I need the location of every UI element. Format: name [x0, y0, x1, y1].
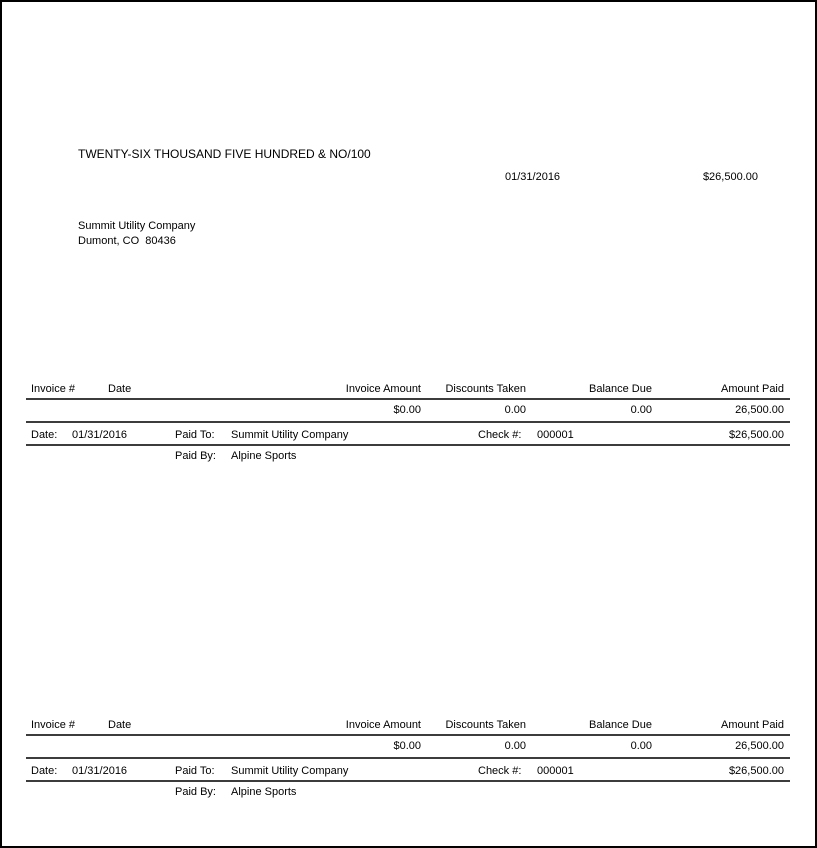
- date-label: Date:: [31, 429, 58, 441]
- payee-name: Summit Utility Company: [78, 220, 196, 232]
- column-header-discounts-taken: Discounts Taken: [445, 719, 526, 731]
- divider-line: [26, 421, 790, 423]
- paid-by-label: Paid By:: [175, 786, 216, 798]
- date-value: 01/31/2016: [72, 765, 128, 777]
- total-amount-paid: 26,500.00: [735, 404, 784, 416]
- date-label: Date:: [31, 765, 58, 777]
- divider-line: [26, 398, 790, 400]
- total-balance-due: 0.00: [630, 404, 652, 416]
- paid-to-value: Summit Utility Company: [231, 429, 349, 441]
- divider-line: [26, 757, 790, 759]
- paid-to-label: Paid To:: [175, 765, 215, 777]
- total-invoice-amount: $0.00: [393, 740, 421, 752]
- check-amount: $26,500.00: [702, 171, 758, 183]
- column-header-date: Date: [108, 719, 132, 731]
- check-number-label: Check #:: [478, 429, 522, 441]
- total-invoice-amount: $0.00: [393, 404, 421, 416]
- amount-in-words: TWENTY-SIX THOUSAND FIVE HUNDRED & NO/100: [78, 147, 371, 161]
- check-stub-top: [2, 380, 815, 470]
- check-number-value: 000001: [537, 429, 574, 441]
- column-header-discounts-taken: Discounts Taken: [445, 383, 526, 395]
- column-header-balance-due: Balance Due: [589, 719, 652, 731]
- paid-by-value: Alpine Sports: [231, 450, 297, 462]
- total-discounts-taken: 0.00: [504, 740, 526, 752]
- column-header-invoice-number: Invoice #: [31, 383, 76, 395]
- paid-to-label: Paid To:: [175, 429, 215, 441]
- total-balance-due: 0.00: [630, 740, 652, 752]
- divider-line: [26, 734, 790, 736]
- check-amount-value: $26,500.00: [728, 765, 784, 777]
- column-header-invoice-amount: Invoice Amount: [345, 719, 421, 731]
- column-header-date: Date: [108, 383, 132, 395]
- column-header-amount-paid: Amount Paid: [721, 719, 784, 731]
- paid-by-label: Paid By:: [175, 450, 216, 462]
- paid-by-value: Alpine Sports: [231, 786, 297, 798]
- column-header-balance-due: Balance Due: [589, 383, 652, 395]
- date-value: 01/31/2016: [72, 429, 128, 441]
- check-amount-value: $26,500.00: [728, 429, 784, 441]
- column-header-invoice-number: Invoice #: [31, 719, 76, 731]
- check-date: 01/31/2016: [505, 171, 561, 183]
- check-number-value: 000001: [537, 765, 574, 777]
- column-header-amount-paid: Amount Paid: [721, 383, 784, 395]
- divider-line: [26, 444, 790, 446]
- check-number-label: Check #:: [478, 765, 522, 777]
- total-discounts-taken: 0.00: [504, 404, 526, 416]
- payee-address: Dumont, CO 80436: [78, 235, 176, 247]
- paid-to-value: Summit Utility Company: [231, 765, 349, 777]
- check-stub-bottom: [2, 716, 815, 806]
- total-amount-paid: 26,500.00: [735, 740, 784, 752]
- column-header-invoice-amount: Invoice Amount: [345, 383, 421, 395]
- divider-line: [26, 780, 790, 782]
